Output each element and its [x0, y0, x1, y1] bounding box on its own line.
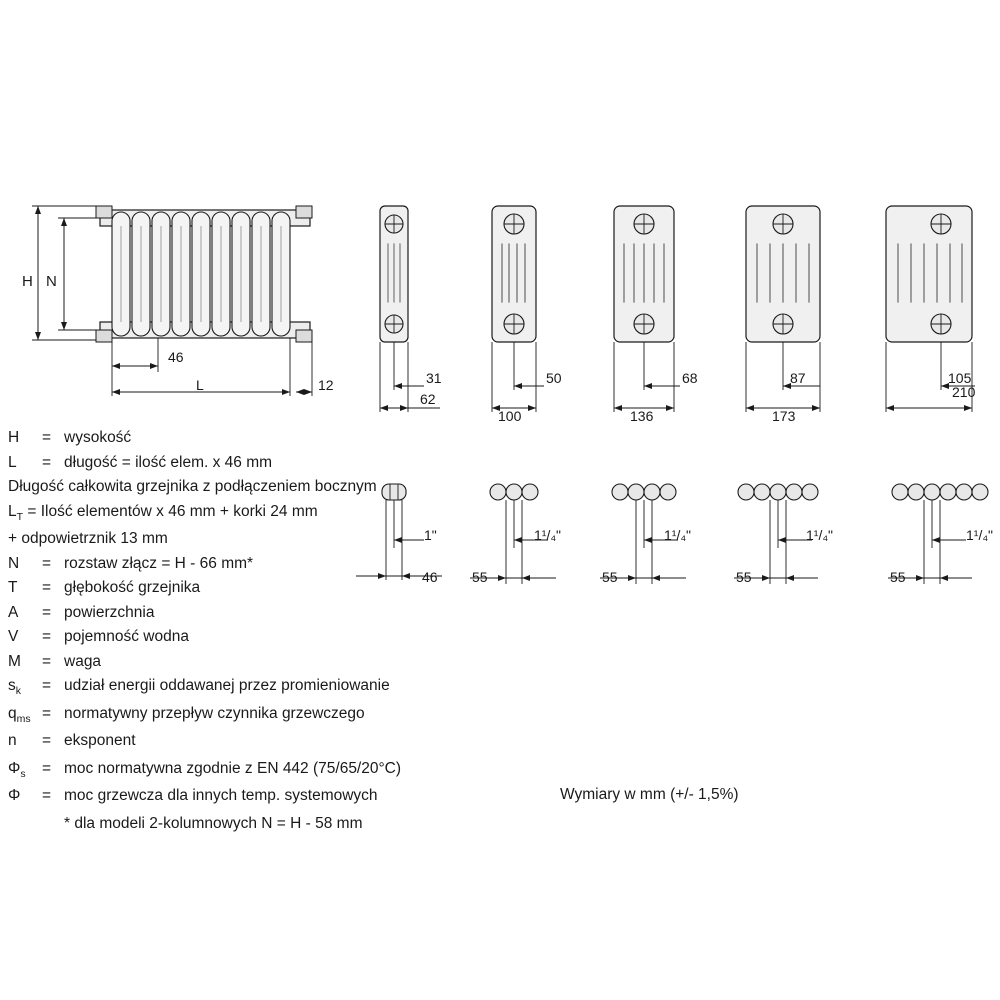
legend-block	[8, 430, 478, 841]
legend-symbol-base: q	[8, 704, 17, 722]
legend-equals: =	[42, 787, 52, 805]
legend-text: długość = ilość elem. x 46 mm	[64, 453, 273, 471]
legend-vent-note: + odpowietrznik 13 mm	[8, 530, 168, 548]
section-view-3-column	[492, 206, 544, 412]
legend-row-H	[8, 430, 478, 446]
legend-equals: =	[42, 652, 52, 670]
legend-symbol-subscript: ms	[16, 712, 31, 725]
legend-symbol: T	[8, 579, 18, 597]
legend-row-V	[8, 629, 478, 645]
legend-row-T	[8, 580, 478, 596]
legend-row-A	[8, 605, 478, 621]
legend-row-qms	[8, 706, 478, 725]
legend-text: głębokość grzejnika	[64, 579, 201, 597]
label-section-4-inner: 87	[790, 370, 806, 386]
legend-symbol: M	[8, 652, 21, 670]
section-view-5-column	[746, 206, 820, 412]
legend-symbol: H	[8, 429, 20, 446]
label-spacing-N: N	[46, 273, 57, 290]
label-bottom-dim-3: 55	[602, 569, 618, 585]
legend-symbol	[8, 761, 42, 780]
legend-equals: =	[42, 704, 52, 722]
legend-equals: =	[42, 603, 52, 621]
label-bottom-dim-1: 46	[422, 569, 438, 585]
legend-row-phi	[8, 788, 478, 807]
label-thread-4: 1¹/₄"	[806, 527, 834, 543]
legend-row-N	[8, 556, 478, 572]
label-section-2-inner: 50	[546, 370, 562, 386]
legend-symbol: N	[8, 554, 20, 572]
legend-symbol-base: s	[8, 677, 16, 695]
legend-row-n	[8, 733, 478, 752]
label-bottom-dim-4: 55	[736, 569, 752, 585]
label-thread-1: 1"	[424, 527, 437, 543]
legend-symbol-base: n	[8, 732, 17, 750]
legend-text: rozstaw złącz = H - 66 mm*	[64, 554, 254, 572]
section-view-4-column	[614, 206, 680, 412]
label-section-1-inner: 31	[426, 370, 442, 386]
label-element-pitch-46: 46	[168, 349, 184, 365]
legend-equals: =	[42, 554, 52, 572]
legend-equals: =	[42, 429, 52, 446]
label-section-4-outer: 173	[772, 408, 796, 424]
front-view-radiator	[32, 206, 312, 396]
legend-symbol: V	[8, 628, 19, 646]
legend-symbol-subscript: s	[20, 767, 26, 780]
legend-equals: =	[42, 579, 52, 597]
label-thread-3: 1¹/₄"	[664, 527, 692, 543]
label-section-3-outer: 136	[630, 408, 654, 424]
label-bottom-dim-2: 55	[472, 569, 488, 585]
legend-text: wysokość	[64, 429, 132, 446]
legend-symbol-base: Φ	[8, 759, 21, 777]
legend-row-M	[8, 654, 478, 670]
label-bottom-dim-5: 55	[890, 569, 906, 585]
legend-symbol-LT: L	[8, 502, 17, 520]
legend-text: eksponent	[64, 732, 136, 750]
legend-text-LT: = Ilość elementów x 46 mm + korki 24 mm	[27, 502, 318, 520]
legend-equals: =	[42, 677, 52, 695]
legend-symbol-LT-subscript: T	[16, 510, 24, 523]
legend-text: moc normatywna zgodnie z EN 442 (75/65/20°C)	[64, 759, 402, 777]
legend-symbol-base: Φ	[8, 787, 21, 805]
legend-symbol: A	[8, 603, 19, 621]
legend-text: pojemność wodna	[64, 628, 189, 646]
legend-symbol	[8, 733, 42, 752]
label-length-L: L	[196, 377, 204, 393]
legend-symbol	[8, 678, 42, 697]
label-section-3-inner: 68	[682, 370, 698, 386]
legend-text: normatywny przepływ czynnika grzewczego	[64, 704, 365, 722]
legend-equals: =	[42, 759, 52, 777]
label-end-12: 12	[318, 377, 334, 393]
label-section-5-inner: 105	[948, 370, 972, 386]
legend-symbol	[8, 788, 42, 807]
legend-symbol: L	[8, 453, 17, 471]
legend-row-phi-s	[8, 761, 478, 780]
legend-equals: =	[42, 628, 52, 646]
label-height-H: H	[22, 273, 33, 290]
legend-symbol	[8, 706, 42, 725]
legend-row-L	[8, 455, 478, 471]
legend-text: moc grzewcza dla innych temp. systemowych	[64, 787, 378, 805]
dimensions-note: Wymiary w mm (+/- 1,5%)	[560, 786, 739, 803]
label-section-5-outer: 210	[952, 384, 976, 400]
legend-text: powierzchnia	[64, 603, 155, 621]
label-section-2-outer: 100	[498, 408, 522, 424]
legend-equals: =	[42, 453, 52, 471]
legend-total-length-note: Długość całkowita grzejnika z podłączeniem bocznym	[8, 478, 377, 495]
label-section-1-outer: 62	[420, 391, 436, 407]
label-thread-2: 1¹/₄"	[534, 527, 562, 543]
legend-text: waga	[64, 652, 102, 670]
legend-row-LT	[8, 504, 478, 523]
legend-symbol-subscript: k	[15, 685, 21, 698]
label-thread-5: 1¹/₄"	[966, 527, 994, 543]
legend-row-sk	[8, 678, 478, 697]
legend-equals: =	[42, 732, 52, 750]
legend-footnote: * dla modeli 2-kolumnowych N = H - 58 mm	[64, 815, 363, 833]
legend-text: udział energii oddawanej przez promieniowanie	[64, 677, 390, 695]
